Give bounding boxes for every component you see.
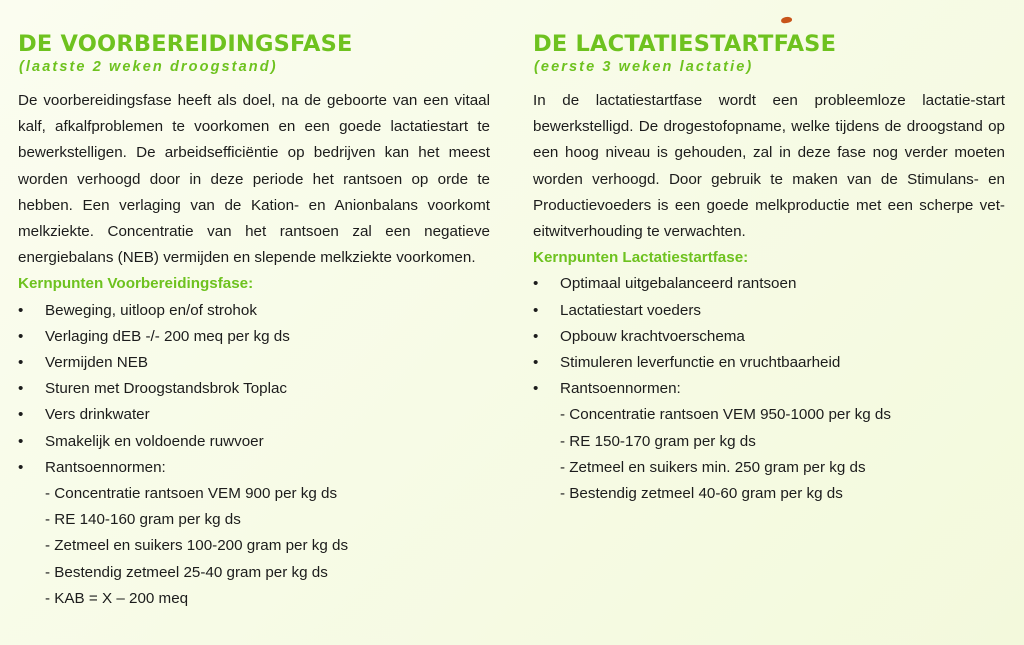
- list-item-text: Verlaging dEB -/- 200 meq per kg ds: [45, 327, 290, 345]
- list-item: [533, 271, 1005, 297]
- list-item-text: Vers drinkwater: [45, 406, 150, 424]
- list-item: [18, 376, 490, 402]
- list-item: [18, 455, 490, 481]
- bullet-icon: •: [533, 301, 539, 319]
- bullet-icon: •: [18, 432, 24, 450]
- list-item-text: Beweging, uitloop en/of strohok: [45, 301, 257, 319]
- list-item-text: Rantsoennormen:: [45, 458, 166, 476]
- list-item-text: Vermijden NEB: [45, 354, 148, 372]
- list-item-text: Optimaal uitgebalanceerd rantsoen: [560, 275, 797, 293]
- voorbereidingsfase-section: [18, 30, 490, 612]
- norm-item: - Zetmeel en suikers min. 250 gram per kg ds: [560, 458, 866, 476]
- list-item-text: Stimuleren leverfunctie en vruchtbaarheid: [560, 354, 841, 372]
- list-item-text: Sturen met Droogstandsbrok Toplac: [45, 380, 288, 398]
- list-item: [18, 298, 490, 324]
- rantsoennormen-list: [533, 402, 1005, 507]
- bullet-icon: •: [533, 275, 539, 293]
- norm-item: - Bestendig zetmeel 40-60 gram per kg ds: [560, 485, 843, 503]
- kernpunten-list: [18, 298, 490, 481]
- norm-item: - Concentratie rantsoen VEM 950-1000 per kg ds: [560, 406, 891, 424]
- ornament-mark: [780, 16, 792, 24]
- list-item: [18, 324, 490, 350]
- kernpunten-list: [533, 271, 1005, 402]
- list-item: [533, 298, 1005, 324]
- section-subtitle: (eerste 3 weken lactatie): [534, 59, 754, 75]
- bullet-icon: •: [18, 301, 24, 319]
- kernpunten-title: Kernpunten Lactatiestartfase:: [533, 249, 749, 267]
- norm-item: - KAB = X – 200 meq: [45, 589, 189, 607]
- section-title: DE VOORBEREIDINGSFASE: [18, 31, 353, 57]
- list-item-text: Opbouw krachtvoerschema: [560, 327, 745, 345]
- section-title: DE LACTATIESTARTFASE: [533, 31, 837, 57]
- section-subtitle: (laatste 2 weken droogstand): [19, 59, 278, 75]
- norm-item: - Zetmeel en suikers 100-200 gram per kg ds: [45, 537, 349, 555]
- list-item-text: Rantsoennormen:: [560, 380, 681, 398]
- kernpunten-title: Kernpunten Voorbereidingsfase:: [18, 275, 254, 293]
- bullet-icon: •: [18, 458, 24, 476]
- bullet-icon: •: [18, 406, 24, 424]
- section-paragraph: De voorbereidingsfase heeft als doel, na de geboorte van een vitaal kalf, afkalfproblemen te voorkomen en een goede lactatiestart te bewerkstelligen. De arbeidsefficiëntie op bedrijven kan het meest worden verhoogd door in deze periode het rantsoen op orde te hebben. Een verlaging van de Kation- en Anionbalans voorkomt melkziekte. Concentratie van het rantsoen zal een negatieve energiebalans (NEB) vermijden en slepende melkziekte voorkomen.: [18, 92, 490, 267]
- list-item: [18, 402, 490, 428]
- norm-item: - RE 150-170 gram per kg ds: [560, 432, 756, 450]
- norm-item: - Concentratie rantsoen VEM 900 per kg ds: [45, 485, 338, 503]
- lactatiestartfase-section: [533, 30, 1005, 507]
- list-item: [18, 350, 490, 376]
- list-item-text: Smakelijk en voldoende ruwvoer: [45, 432, 264, 450]
- bullet-icon: •: [533, 354, 539, 372]
- list-item: [533, 324, 1005, 350]
- bullet-icon: •: [18, 327, 24, 345]
- bullet-icon: •: [18, 380, 24, 398]
- norm-item: - Bestendig zetmeel 25-40 gram per kg ds: [45, 563, 328, 581]
- list-item: [533, 376, 1005, 402]
- bullet-icon: •: [533, 327, 539, 345]
- norm-item: - RE 140-160 gram per kg ds: [45, 511, 241, 529]
- bullet-icon: •: [533, 380, 539, 398]
- list-item-text: Lactatiestart voeders: [560, 301, 701, 319]
- section-paragraph: In de lactatiestartfase wordt een probleemloze lactatie-start bewerkstelligd. De drogestofopname, welke tijdens de droogstand op een hoog niveau is gehouden, zal in deze fase nog verder moeten worden verhoogd. Door gebruik te maken van de Stimulans- en Productievoeders is een goede melkproductie met een scherpe vet-eitwitverhouding te verwachten.: [533, 92, 1005, 241]
- rantsoennormen-list: [18, 481, 490, 612]
- list-item: [18, 429, 490, 455]
- list-item: [533, 350, 1005, 376]
- bullet-icon: •: [18, 354, 24, 372]
